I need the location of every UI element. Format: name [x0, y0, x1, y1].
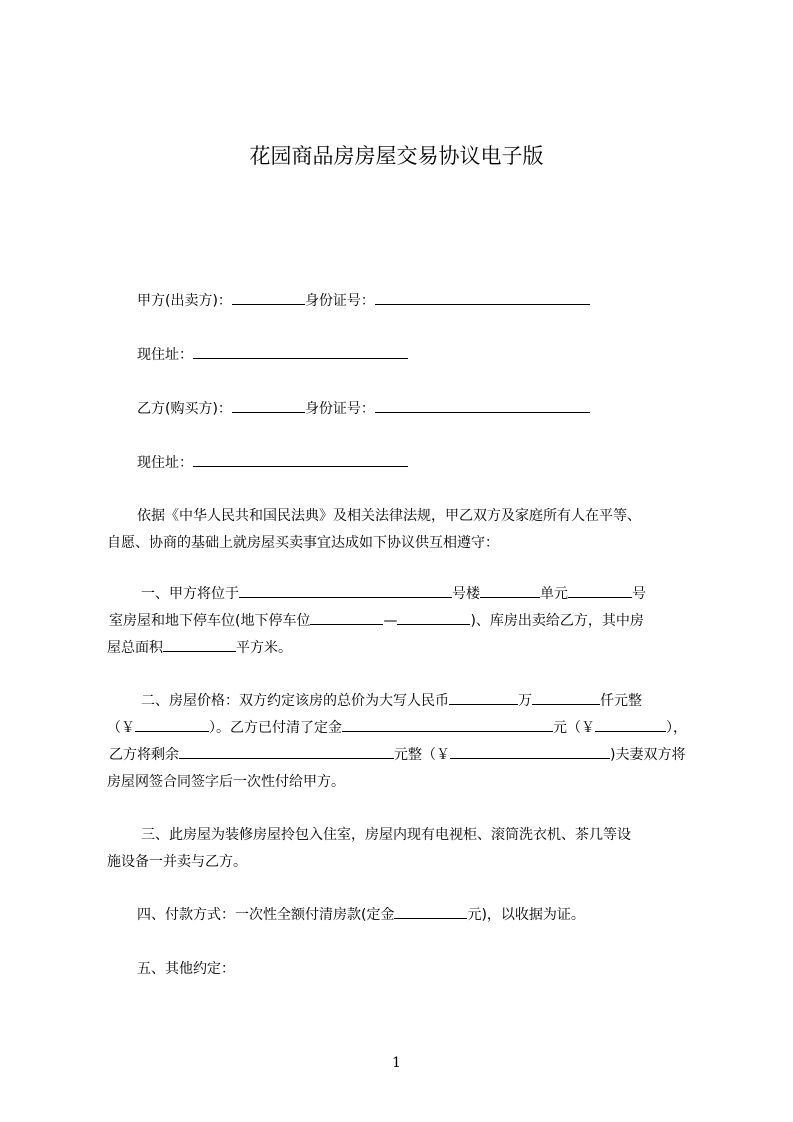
- clause-1-area-label: 屋总面积: [107, 640, 163, 656]
- clause-2-remain-yen-label: 元整（￥: [394, 747, 450, 763]
- party-a-line: [137, 290, 737, 312]
- clause-1-building-blank: [480, 583, 540, 598]
- clause-1-unit-label: 单元: [540, 586, 568, 602]
- clause-2-deposit-close: ），: [666, 720, 687, 736]
- clause-4-deposit-blank: [394, 904, 467, 919]
- clause-1-parking-blank-2: [397, 610, 470, 625]
- party-b-address-line: [137, 452, 737, 474]
- clause-1-area-blank: [163, 637, 236, 652]
- clause-2-line-2: [107, 717, 707, 739]
- document-title: 花园商品房房屋交易协议电子版: [249, 144, 544, 168]
- clause-2-deposit-yen-blank: [595, 717, 666, 732]
- clause-1-storage-text: )、库房出卖给乙方，其中房: [470, 613, 644, 629]
- clause-3-line-1: 三、此房屋为装修房屋拎包入住室，房屋内现有电视柜、滚筒洗衣机、茶几等设: [141, 827, 631, 843]
- clause-1-dash: —: [383, 613, 398, 629]
- clause-2-yen-open: （￥: [107, 720, 135, 736]
- clause-2-wan-blank: [449, 690, 518, 705]
- party-b-name-blank: [232, 398, 305, 413]
- clause-2-line-4: 房屋网签合同签字后一次性付给甲方。: [107, 774, 345, 790]
- intro-line-2: 自愿、协商的基础上就房屋买卖事宜达成如下协议供互相遵守：: [107, 535, 499, 551]
- clause-2-remain-label: 乙方将剩余: [109, 747, 179, 763]
- party-b-address-blank: [193, 452, 408, 467]
- clause-2-deposit-label: ）。乙方已付清了定金: [209, 720, 342, 736]
- clause-2-line-1: [141, 690, 741, 712]
- party-a-address-line: [137, 344, 737, 366]
- party-b-label: 乙方(购买方)：: [137, 401, 232, 417]
- clause-3-line-2: 施设备一并卖与乙方。: [107, 854, 247, 870]
- clause-5-line: 五、其他约定：: [137, 961, 235, 977]
- clause-1-parking-label: 室房屋和地下停车位(地下停车位: [109, 613, 311, 629]
- clause-2-line-3: [109, 744, 709, 766]
- clause-1-building-label: 号楼: [452, 586, 480, 602]
- party-b-address-label: 现住址：: [137, 455, 193, 471]
- clause-1-parking-blank-1: [310, 610, 383, 625]
- party-b-id-blank: [375, 398, 590, 413]
- clause-2-deposit-yen-label: 元（￥: [553, 720, 595, 736]
- clause-2-qian-label: 仟元整: [600, 693, 642, 709]
- clause-4-line: [137, 904, 737, 926]
- page-number: 1: [392, 1055, 401, 1071]
- clause-1-unit-blank: [568, 583, 632, 598]
- clause-2-remain-yen-blank: [450, 744, 610, 759]
- clause-1-line-2: [109, 610, 709, 632]
- party-a-id-blank: [375, 290, 590, 305]
- clause-2-total-yen-blank: [135, 717, 209, 732]
- clause-4-text-a: 四、付款方式：一次性全额付清房款(定金: [137, 907, 395, 923]
- clause-1-location-blank: [239, 583, 452, 598]
- clause-2-remain-blank: [179, 744, 394, 759]
- clause-2-prefix: 二、房屋价格：双方约定该房的总价为大写人民币: [141, 693, 449, 709]
- clause-2-deposit-blank: [342, 717, 553, 732]
- intro-line-1: 依据《中华人民共和国民法典》及相关法律法规，甲乙双方及家庭所有人在平等、: [137, 508, 641, 524]
- party-a-name-blank: [232, 290, 305, 305]
- clause-4-text-b: 元)，以收据为证。: [467, 907, 585, 923]
- party-b-id-label: 身份证号：: [304, 401, 375, 417]
- clause-2-wan-label: 万: [518, 693, 532, 709]
- party-a-label: 甲方(出卖方)：: [137, 293, 232, 309]
- party-a-address-label: 现住址：: [137, 347, 193, 363]
- party-b-line: [137, 398, 737, 420]
- party-a-address-blank: [193, 344, 408, 359]
- clause-2-couple-text: )夫妻双方将: [610, 747, 686, 763]
- clause-1-no-label: 号: [632, 586, 646, 602]
- party-a-id-label: 身份证号：: [304, 293, 375, 309]
- clause-1-line-1: [141, 583, 741, 605]
- clause-1-prefix: 一、甲方将位于: [141, 586, 239, 602]
- clause-2-qian-blank: [532, 690, 600, 705]
- clause-1-area-unit: 平方米。: [236, 640, 292, 656]
- clause-1-line-3: [107, 637, 707, 659]
